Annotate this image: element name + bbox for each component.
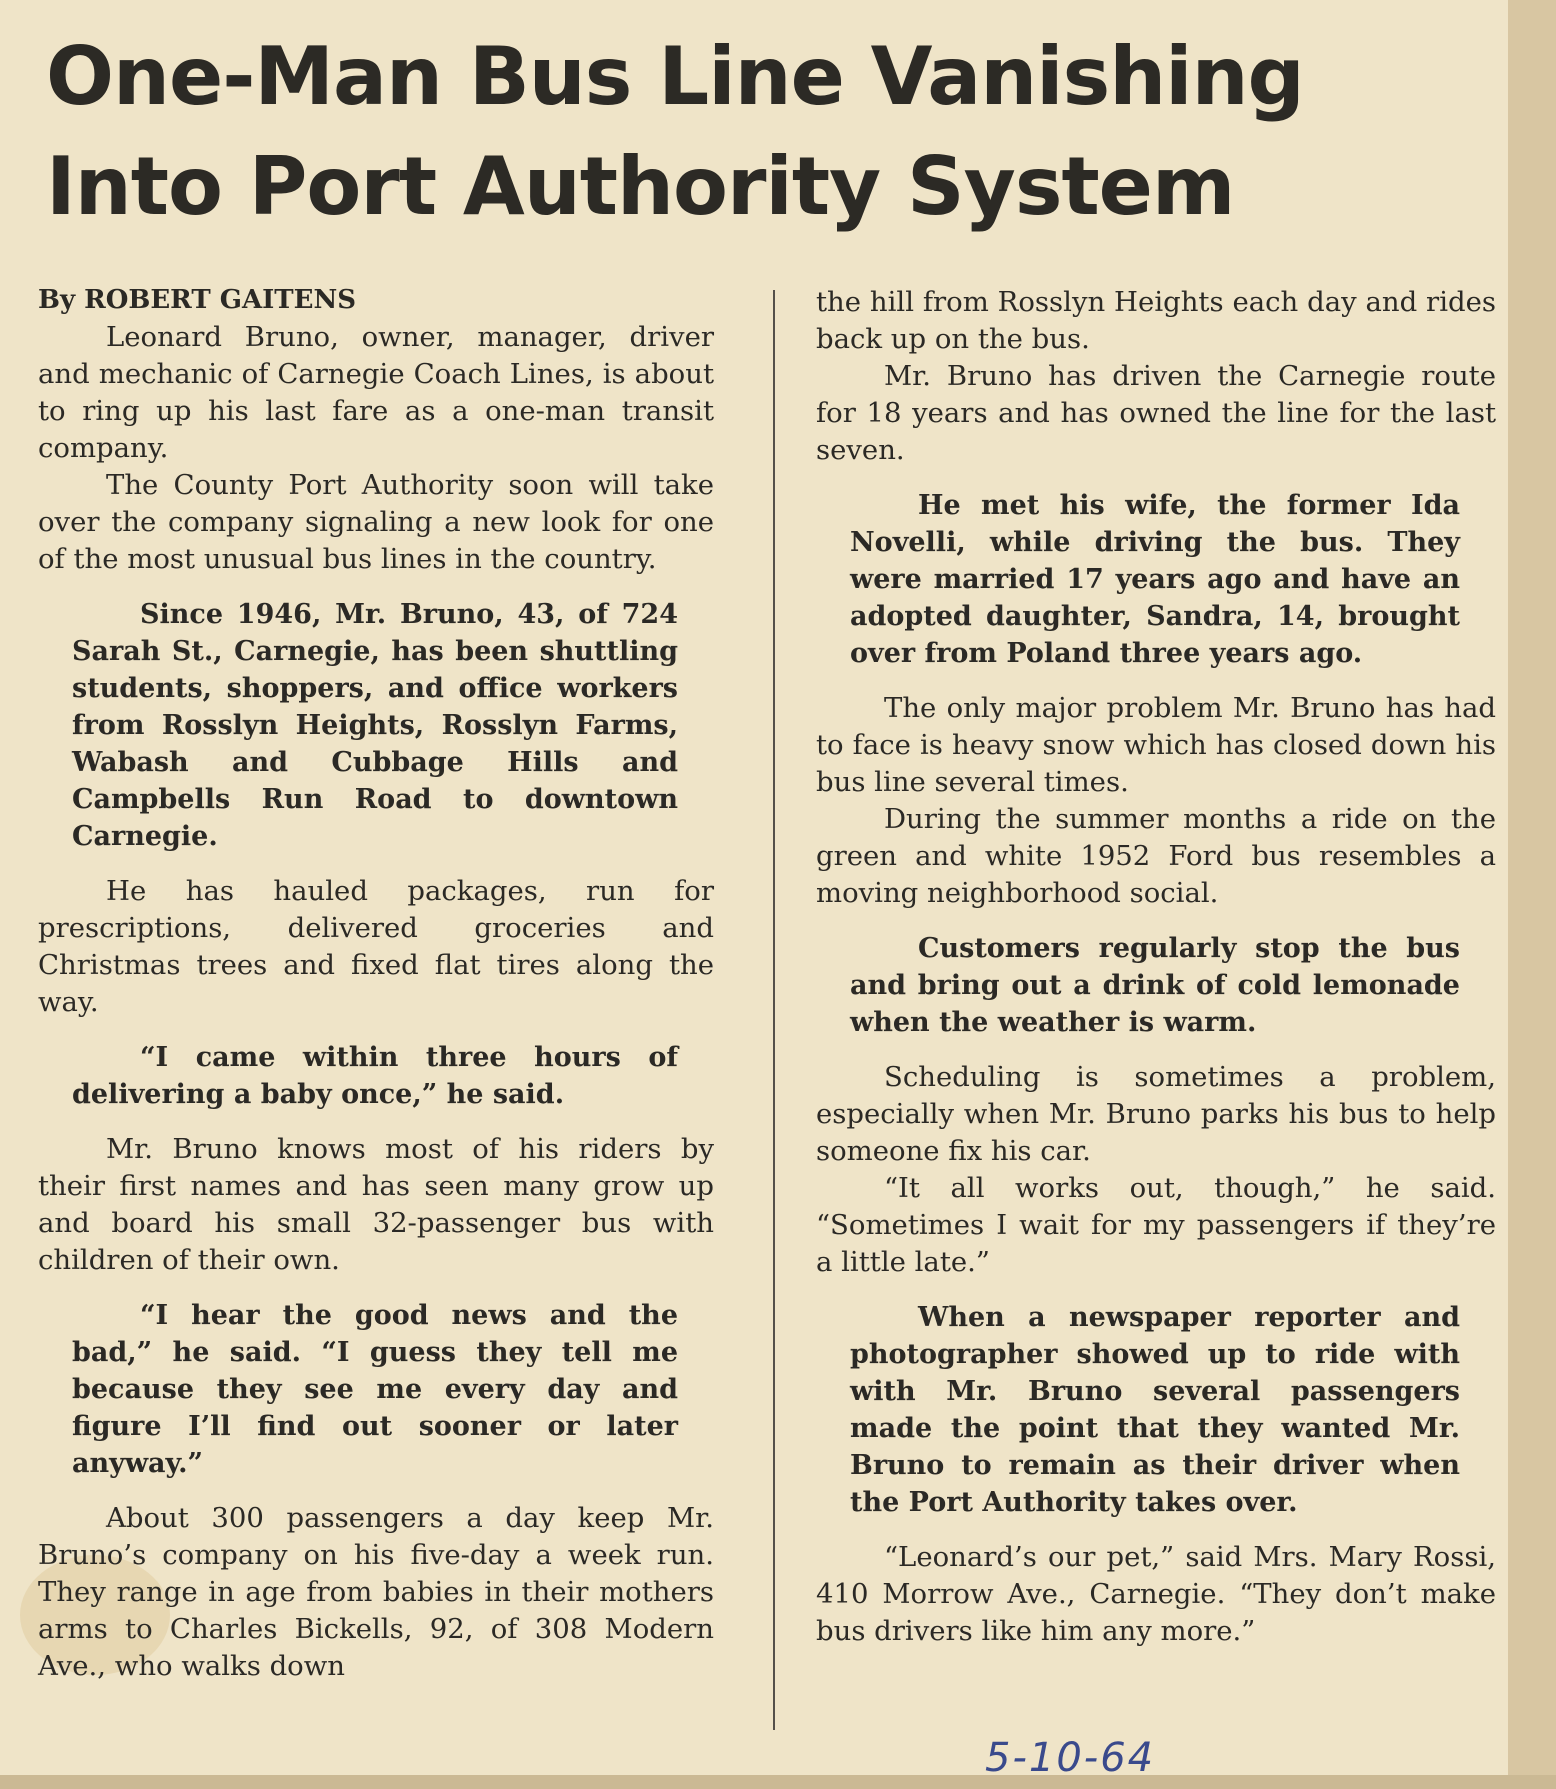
paragraph: About 300 passengers a day keep Mr. Bruno’s company on his five-day a week run. They range in age from babies in their mothers arms to Charles Bickells, 92, of 308 Modern Ave., who walks down — [38, 1502, 714, 1682]
bold-quote: “I hear the good news and the bad,” he said. “I guess they tell me because they see me every day and figure I’ll find out sooner or later anyway.” — [72, 1300, 678, 1479]
paragraph: The only major problem Mr. Bruno has had to face is heavy snow which has closed down his bus line several times. — [816, 692, 1496, 798]
paragraph: Mr. Bruno has driven the Carnegie route for 18 years and has owned the line for the last seven. — [816, 360, 1496, 466]
paragraph: He has hauled packages, run for prescriptions, delivered groceries and Christmas trees and fixed flat tires along the way. — [38, 875, 714, 1018]
paragraph: Mr. Bruno knows most of his riders by their first names and has seen many grow up and board his small 32-passenger bus with children of their own. — [38, 1133, 714, 1276]
bold-paragraph: He met his wife, the former Ida Novelli, while driving the bus. They were married 17 years ago and have an adopted daughter, Sandra, 14, brought over from Poland three years ago. — [850, 490, 1460, 669]
right-column — [816, 284, 1496, 1650]
quote-paragraph: “It all works out, though,” he said. “Sometimes I wait for my passengers if they’re a little late.” — [816, 1172, 1496, 1278]
byline: By ROBERT GAITENS — [38, 285, 356, 315]
bold-paragraph: Since 1946, Mr. Bruno, 43, of 724 Sarah St., Carnegie, has been shuttling students, shoppers, and office workers from Rosslyn Heights, Rosslyn Farms, Wabash and Cubbage Hills and Campbells Run Road to downtown Carnegie. — [72, 599, 678, 852]
paragraph: the hill from Rosslyn Heights each day and rides back up on the bus. — [816, 286, 1496, 355]
paragraph: Scheduling is sometimes a problem, especially when Mr. Bruno parks his bus to help someone fix his car. — [816, 1061, 1496, 1167]
bold-paragraph: When a newspaper reporter and photographer showed up to ride with with Mr. Bruno several passengers made the point that they wanted Mr. Bruno to remain as their driver when the Port Authority takes over. — [850, 1302, 1460, 1518]
torn-paper-edge — [1508, 0, 1556, 1789]
paragraph: Leonard Bruno, owner, manager, driver and mechanic of Carnegie Coach Lines, is about to ring up his last fare as a one-man transit company. — [38, 321, 714, 464]
column-divider — [773, 290, 775, 1730]
paragraph: The County Port Authority soon will take over the company signaling a new look for one of the most unusual bus lines in the country. — [38, 469, 714, 575]
paragraph: During the summer months a ride on the green and white 1952 Ford bus resembles a moving neighborhood social. — [816, 803, 1496, 909]
quote-paragraph: “Leonard’s our pet,” said Mrs. Mary Rossi, 410 Morrow Ave., Carnegie. “They don’t make bus drivers like him any more.” — [816, 1541, 1496, 1647]
handwritten-date: 5-10-64 — [985, 1735, 1156, 1781]
bold-paragraph: Customers regularly stop the bus and bring out a drink of cold lemonade when the weather is warm. — [850, 933, 1460, 1038]
paper-bottom-edge — [0, 1775, 1556, 1789]
bold-quote: “I came within three hours of delivering a baby once,” he said. — [72, 1042, 678, 1110]
left-column — [38, 282, 714, 1685]
headline: One-Man Bus Line Vanishing Into Port Authority System — [46, 30, 1304, 233]
